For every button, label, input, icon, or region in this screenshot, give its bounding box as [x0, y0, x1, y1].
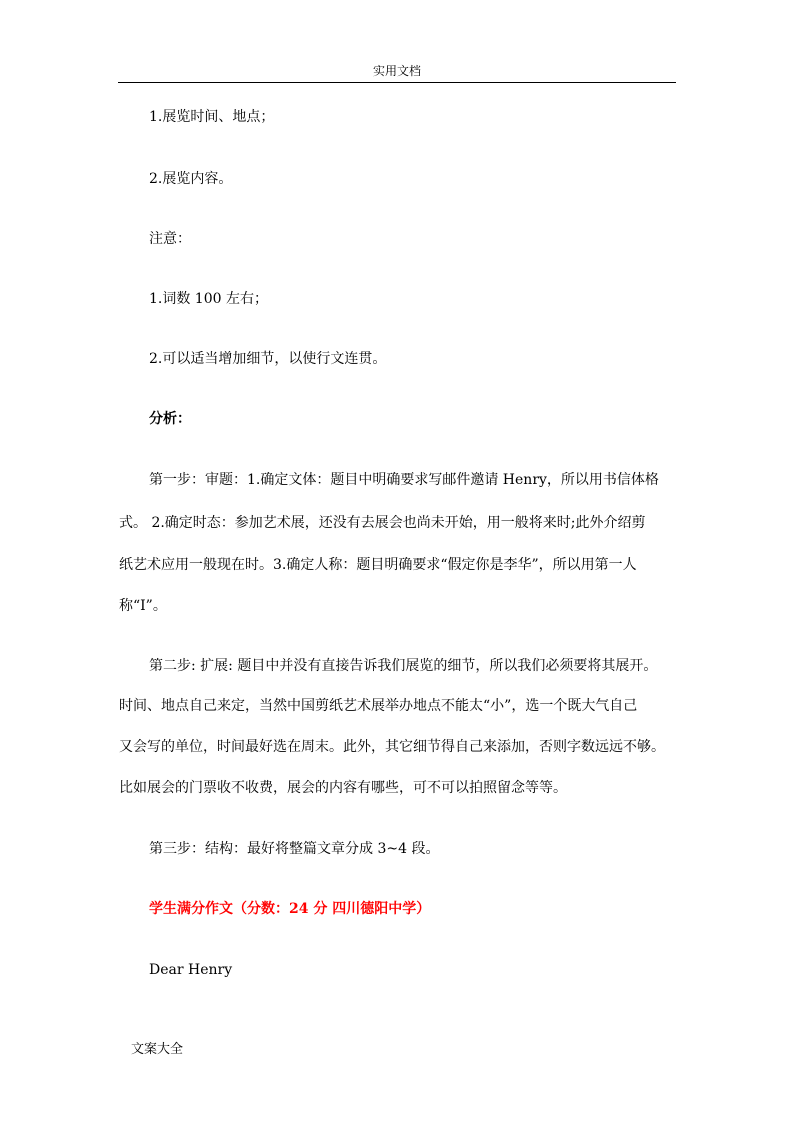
step1-line: 式。 2.确定时态：参加艺术展，还没有去展会也尚未开始，用一般将来时;此外介绍剪 [119, 515, 646, 531]
footer-text: 文案大全 [131, 1042, 184, 1057]
note-2: 2.可以适当增加细节，以使行文连贯。 [149, 351, 387, 367]
item-1: 1.展览时间、地点； [149, 109, 275, 125]
step2-line: 第二步: 扩展: 题目中并没有直接告诉我们展览的细节，所以我们必须要将其展开。 [149, 658, 658, 674]
step2-line: 又会写的单位，时间最好选在周末。此外，其它细节得自己来添加，否则字数远远不够。 [119, 739, 665, 755]
step1-line: 纸艺术应用一般现在时。3.确定人称：题目明确要求“假定你是李华”，所以用第一人 [119, 557, 637, 573]
step1-line: 称“I”。 [119, 598, 167, 614]
item-2: 2.展览内容。 [149, 171, 233, 187]
step2-line: 时间、地点自己来定，当然中国剪纸艺术展举办地点不能太“小”，选一个既大气自己 [119, 698, 638, 714]
header-title: 实用文档 [372, 64, 421, 78]
essay-greeting: Dear Henry [149, 962, 233, 978]
analysis-heading: 分析： [149, 411, 191, 427]
page-header [118, 64, 676, 83]
page-footer [131, 1042, 183, 1058]
note-label: 注意： [149, 231, 191, 247]
step2-line: 比如展会的门票收不收费，展会的内容有哪些，可不可以拍照留念等等。 [119, 780, 567, 796]
essay-title: 学生满分作文（分数：24 分 四川德阳中学） [149, 901, 431, 917]
note-1: 1.词数 100 左右； [149, 291, 268, 307]
step1-line: 第一步：审题：1.确定文体：题目中明确要求写邮件邀请 Henry，所以用书信体格 [149, 472, 659, 488]
step3-line: 第三步：结构：最好将整篇文章分成 3~4 段。 [149, 841, 440, 857]
